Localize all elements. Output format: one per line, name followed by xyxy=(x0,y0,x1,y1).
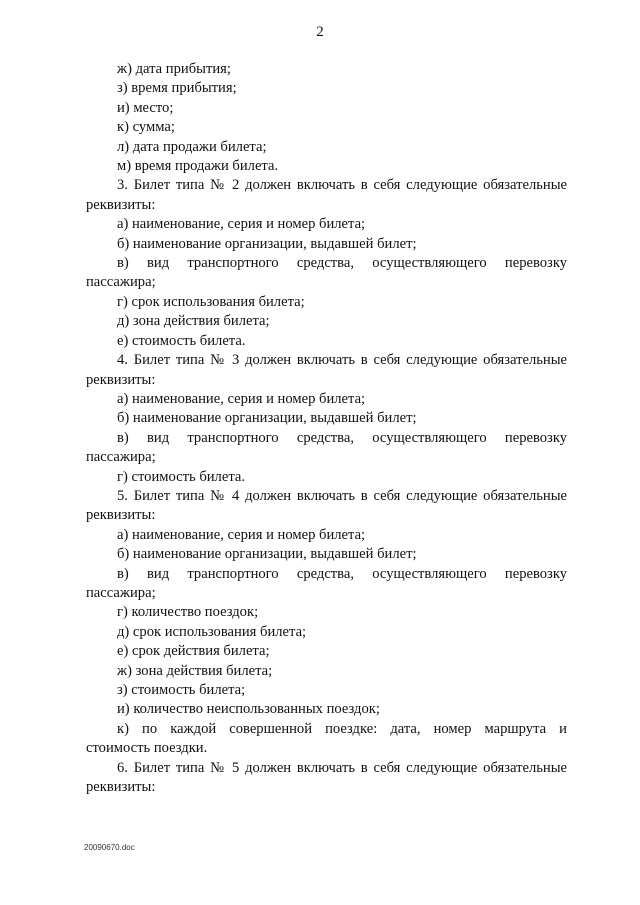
text-line: 5. Билет типа № 4 должен включать в себя следующие обязательные xyxy=(117,487,567,504)
text-line: л) дата продажи билета; xyxy=(117,138,267,155)
text-line: а) наименование, серия и номер билета; xyxy=(117,216,366,233)
text-line: к) по каждой совершенной поездке: дата, номер маршрута и xyxy=(117,720,567,737)
text-line: в) вид транспортного средства, осуществляющего перевозку xyxy=(117,255,567,272)
text-line: к) сумма; xyxy=(117,119,175,136)
text-line: з) время прибытия; xyxy=(117,80,237,97)
text-line: и) место; xyxy=(117,99,174,116)
text-line: в) вид транспортного средства, осуществляющего перевозку xyxy=(117,429,567,446)
text-line: реквизиты: xyxy=(86,507,156,524)
text-line: стоимость поездки. xyxy=(86,740,208,757)
text-line: д) срок использования билета; xyxy=(117,623,307,640)
text-line: 6. Билет типа № 5 должен включать в себя следующие обязательные xyxy=(117,759,567,776)
text-line: д) зона действия билета; xyxy=(117,313,270,330)
text-line: з) стоимость билета; xyxy=(117,682,246,698)
text-line: г) срок использования билета; xyxy=(117,293,305,310)
text-line: 3. Билет типа № 2 должен включать в себя следующие обязательные xyxy=(117,177,567,194)
text-line: а) наименование, серия и номер билета; xyxy=(117,390,366,407)
text-line: пассажира; xyxy=(86,584,156,601)
text-line: пассажира; xyxy=(86,449,156,466)
text-line: г) стоимость билета. xyxy=(117,468,245,485)
text-line: е) срок действия билета; xyxy=(117,643,270,660)
text-line: и) количество неиспользованных поездок; xyxy=(117,701,380,718)
text-line: м) время продажи билета. xyxy=(117,158,279,175)
text-line: реквизиты: xyxy=(86,779,156,796)
text-line: реквизиты: xyxy=(86,196,156,213)
text-line: ж) зона действия билета; xyxy=(117,662,273,679)
document-body xyxy=(86,60,567,797)
text-line: е) стоимость билета. xyxy=(117,332,246,349)
text-line: б) наименование организации, выдавшей билет; xyxy=(117,410,417,427)
text-line: а) наименование, серия и номер билета; xyxy=(117,526,366,543)
text-line: ж) дата прибытия; xyxy=(117,61,231,77)
text-line: б) наименование организации, выдавшей билет; xyxy=(117,546,417,563)
text-line: пассажира; xyxy=(86,274,156,291)
text-line: г) количество поездок; xyxy=(117,604,259,621)
text-line: 4. Билет типа № 3 должен включать в себя следующие обязательные xyxy=(117,352,567,369)
text-line: реквизиты: xyxy=(86,371,156,388)
footer-filename: 20090670.doc xyxy=(84,843,135,852)
text-line: в) вид транспортного средства, осуществляющего перевозку xyxy=(117,565,567,582)
text-line: б) наименование организации, выдавшей билет; xyxy=(117,235,417,252)
page-number: 2 xyxy=(316,24,324,40)
